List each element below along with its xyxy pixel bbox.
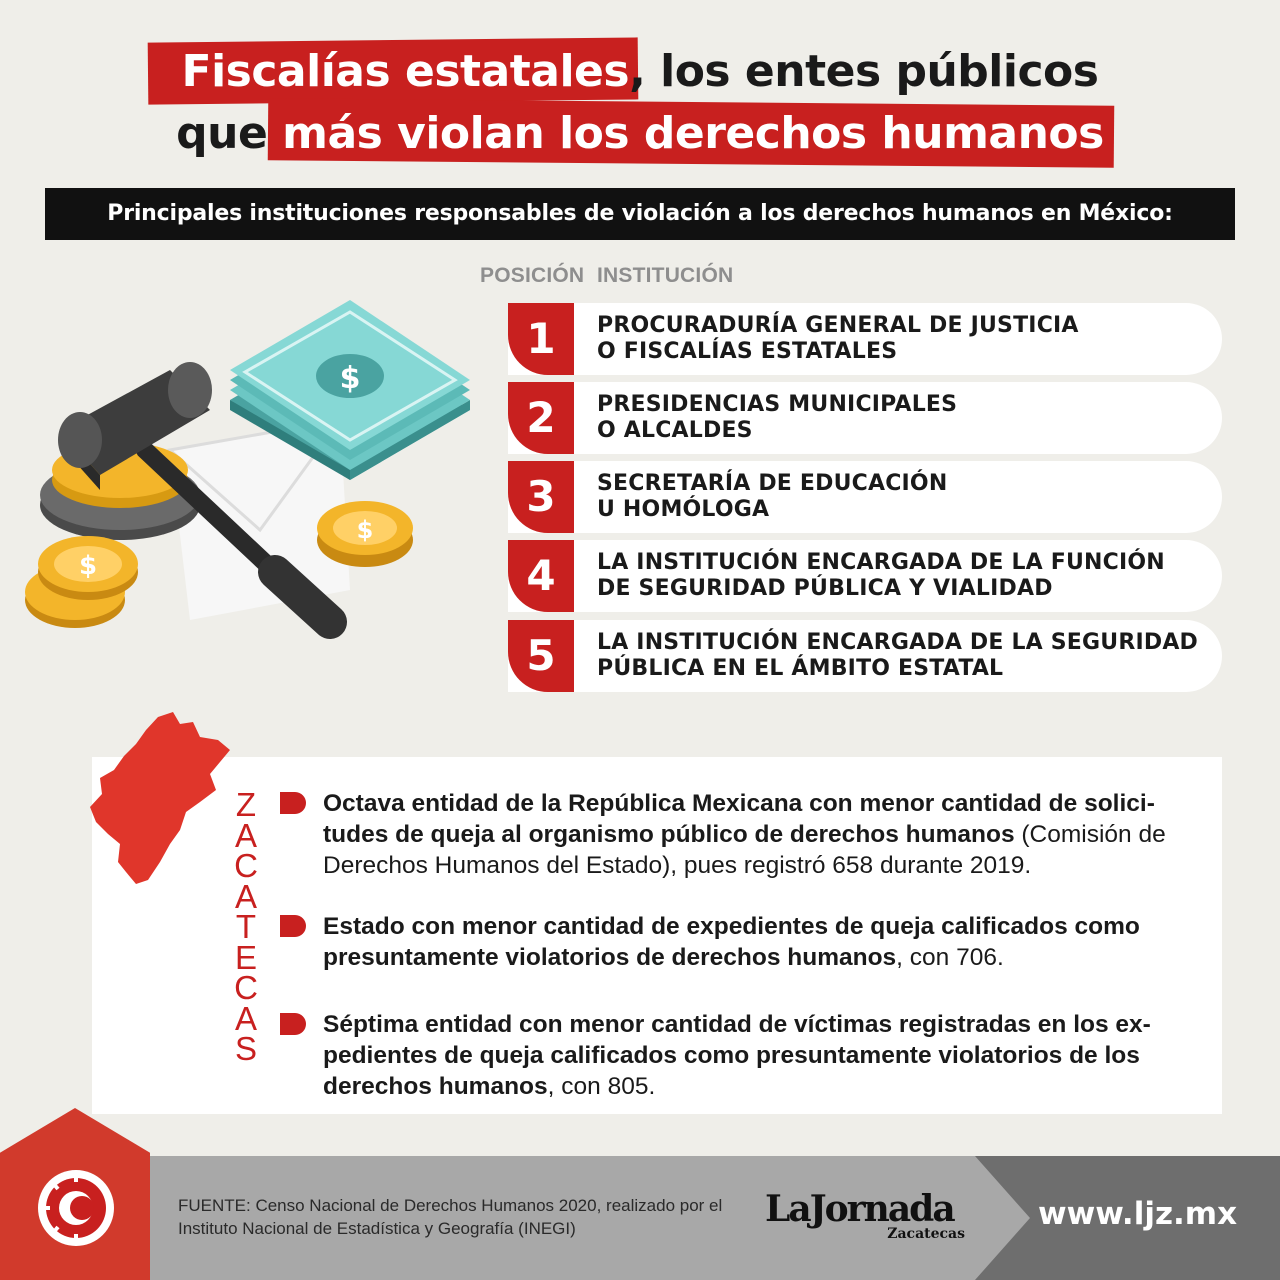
ranking-row bbox=[508, 303, 1222, 375]
ranking-row bbox=[508, 620, 1222, 692]
gavel-money-illustration bbox=[20, 300, 490, 660]
position-badge: 4 bbox=[508, 540, 574, 612]
state-letter: A bbox=[234, 816, 257, 854]
state-letter: S bbox=[234, 1030, 257, 1067]
brand-name: LaJornada bbox=[765, 1188, 954, 1230]
state-letter: A bbox=[234, 999, 257, 1037]
source-citation: FUENTE: Censo Nacional de Derechos Humanos 2020, realizado por el Instituto Nacional de Estadística y Geografía (INEGI) bbox=[178, 1196, 723, 1238]
institution-name: SECRETARÍA DE EDUCACIÓN U HOMÓLOGA bbox=[597, 471, 948, 522]
fact-bold-text: Séptima entidad con menor cantidad de víctimas registradas en los ex-pedientes de queja calificados como presuntamente violatorios de los derechos humanos bbox=[323, 1011, 1151, 1100]
coin-icon bbox=[317, 501, 413, 567]
fact-bold-text: Estado con menor cantidad de expedientes de queja calificados como presuntamente violatorios de derechos humanos bbox=[323, 913, 1140, 971]
title-line-1 bbox=[0, 42, 1280, 102]
brand-logo[interactable] bbox=[765, 1188, 970, 1248]
ranking-row bbox=[508, 461, 1222, 533]
fact-normal-text: (Comisión de Derechos Humanos del Estado), pues registró 658 durante 2019. bbox=[323, 821, 1166, 879]
fact-marker-icon bbox=[280, 792, 306, 814]
institution-name: LA INSTITUCIÓN ENCARGADA DE LA FUNCIÓN DE SEGURIDAD PÚBLICA Y VIALIDAD bbox=[597, 550, 1165, 601]
website-link[interactable]: www.ljz.mx bbox=[1038, 1196, 1238, 1232]
column-header-institution: INSTITUCIÓN bbox=[597, 264, 734, 287]
title-highlight-text-2: más violan los derechos humanos bbox=[282, 108, 1104, 159]
brand-subname: Zacatecas bbox=[887, 1226, 965, 1242]
title-line-2 bbox=[0, 104, 1280, 164]
state-letter: Z bbox=[235, 786, 257, 823]
fact-text bbox=[323, 911, 1173, 973]
position-badge: 2 bbox=[508, 382, 574, 454]
state-letter: T bbox=[235, 908, 257, 945]
svg-text:$: $ bbox=[339, 361, 361, 396]
brand-logo-icon bbox=[26, 1158, 126, 1258]
position-badge: 3 bbox=[508, 461, 574, 533]
fact-normal-text: , con 805. bbox=[547, 1073, 656, 1100]
state-name-vertical bbox=[226, 786, 266, 1067]
state-letter: C bbox=[234, 969, 258, 1006]
title-highlight-text-1: Fiscalías estatales bbox=[181, 46, 630, 97]
svg-text:$: $ bbox=[78, 551, 98, 581]
fact-bold-text: Octava entidad de la República Mexicana con menor cantidad de solici-tudes de queja al organismo público de derechos humanos bbox=[323, 790, 1155, 848]
ranking-row bbox=[508, 540, 1222, 612]
coin-icon bbox=[25, 536, 138, 628]
position-badge: 5 bbox=[508, 620, 574, 692]
fact-marker-icon bbox=[280, 1013, 306, 1035]
title-text-1: , los entes públicos bbox=[629, 46, 1099, 97]
column-header-position: POSICIÓN bbox=[480, 264, 585, 287]
fact-marker-icon bbox=[280, 915, 306, 937]
title-block bbox=[0, 40, 1280, 170]
institution-name: LA INSTITUCIÓN ENCARGADA DE LA SEGURIDAD PÚBLICA EN EL ÁMBITO ESTATAL bbox=[597, 630, 1199, 681]
zacatecas-map-icon bbox=[88, 712, 238, 887]
institution-name: PRESIDENCIAS MUNICIPALES O ALCALDES bbox=[597, 392, 958, 443]
subtitle-bar: Principales instituciones responsables de violación a los derechos humanos en México: bbox=[45, 188, 1235, 240]
state-letter: E bbox=[234, 938, 257, 976]
position-badge: 1 bbox=[508, 303, 574, 375]
state-letter: C bbox=[234, 847, 258, 884]
state-letter: A bbox=[234, 877, 257, 915]
title-text-2: que bbox=[176, 108, 283, 159]
ranking-row bbox=[508, 382, 1222, 454]
svg-text:$: $ bbox=[356, 516, 374, 544]
fact-text bbox=[323, 788, 1173, 881]
institution-name: PROCURADURÍA GENERAL DE JUSTICIA O FISCALÍAS ESTATALES bbox=[597, 313, 1079, 364]
fact-text bbox=[323, 1009, 1173, 1102]
fact-normal-text: , con 706. bbox=[896, 944, 1004, 971]
